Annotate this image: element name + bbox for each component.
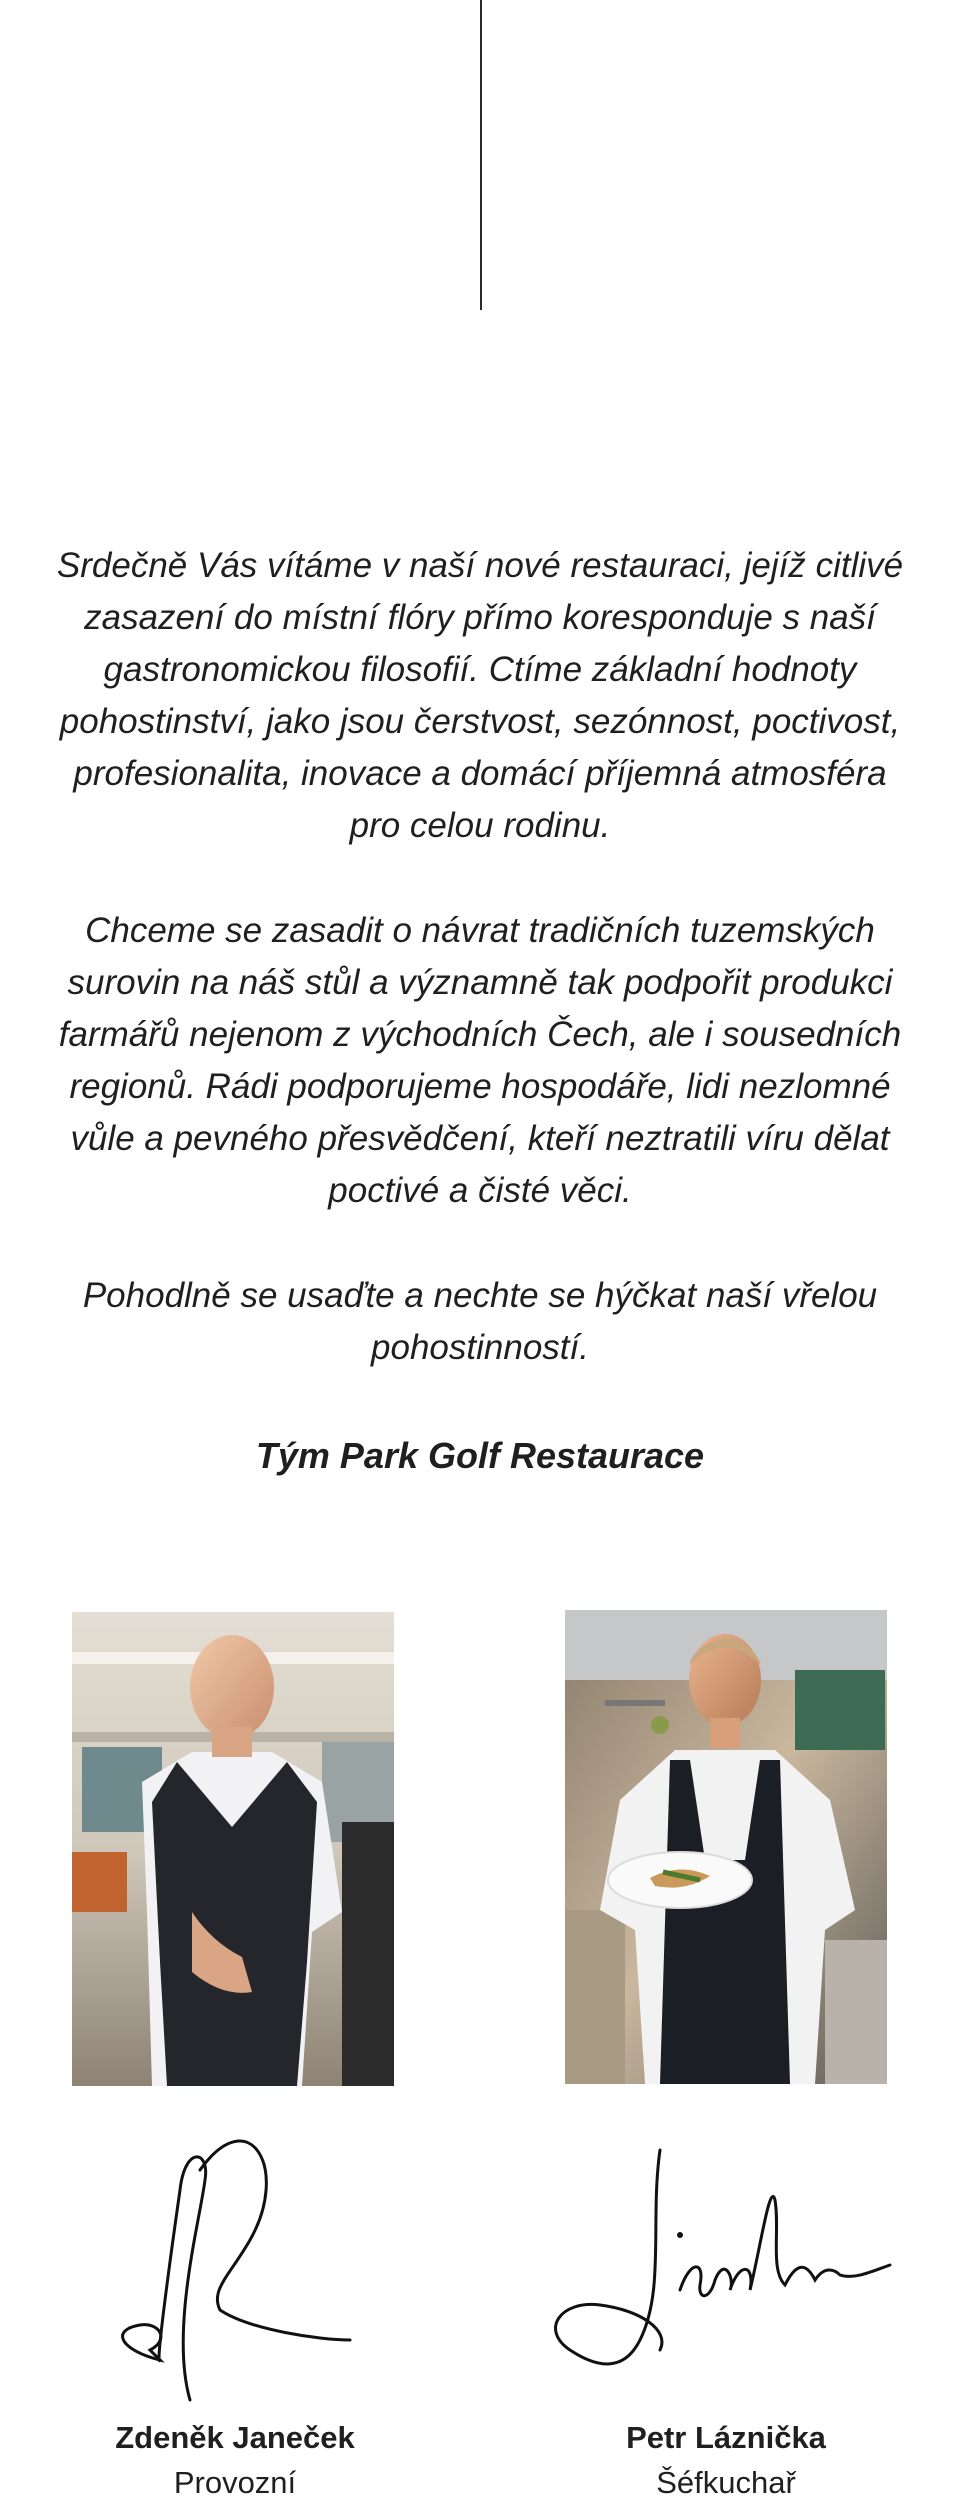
chef-role: Šéfkuchař — [656, 2465, 796, 2500]
manager-photo — [72, 1612, 394, 2086]
manager-signature — [100, 2110, 380, 2415]
text-line: surovin na náš stůl a významně tak podpořit produkci — [67, 963, 893, 1002]
chef-photo — [565, 1610, 887, 2084]
welcome-paragraph — [0, 540, 960, 852]
text-line: poctivé a čisté věci. — [328, 1171, 632, 1210]
text-line: pro celou rodinu. — [349, 806, 611, 845]
text-line: regionů. Rádi podporujeme hospodáře, lidi nezlomné — [69, 1067, 891, 1106]
manager-name: Zdeněk Janeček — [115, 2420, 355, 2455]
text-line: vůle a pevného přesvědčení, kteří neztratili víru dělat — [70, 1119, 890, 1158]
team-signoff: Tým Park Golf Restaurace — [255, 1435, 705, 1476]
text-line: profesionalita, inovace a domácí příjemná atmosféra — [73, 754, 887, 793]
chef-signature — [530, 2140, 910, 2395]
invitation-paragraph — [0, 1270, 960, 1374]
chef-name: Petr Láznička — [626, 2420, 826, 2455]
decorative-vertical-line — [480, 0, 482, 310]
text-line: zasazení do místní flóry přímo koresponduje s naší — [84, 598, 876, 637]
text-line: pohostinností. — [371, 1328, 589, 1367]
text-line: Srdečně Vás vítáme v naší nové restauraci, jejíž citlivé — [56, 546, 904, 585]
manager-role: Provozní — [173, 2465, 297, 2500]
text-line: farmářů nejenom z východních Čech, ale i sousedních — [58, 1015, 902, 1054]
text-line: Pohodlně se usaďte a nechte se hýčkat naší vřelou — [82, 1276, 878, 1315]
text-line: gastronomickou filosofií. Ctíme základní hodnoty — [103, 650, 857, 689]
text-line: Chceme se zasadit o návrat tradičních tuzemských — [85, 911, 875, 950]
mission-paragraph — [0, 905, 960, 1217]
text-line: pohostinství, jako jsou čerstvost, sezónnost, poctivost, — [59, 702, 901, 741]
